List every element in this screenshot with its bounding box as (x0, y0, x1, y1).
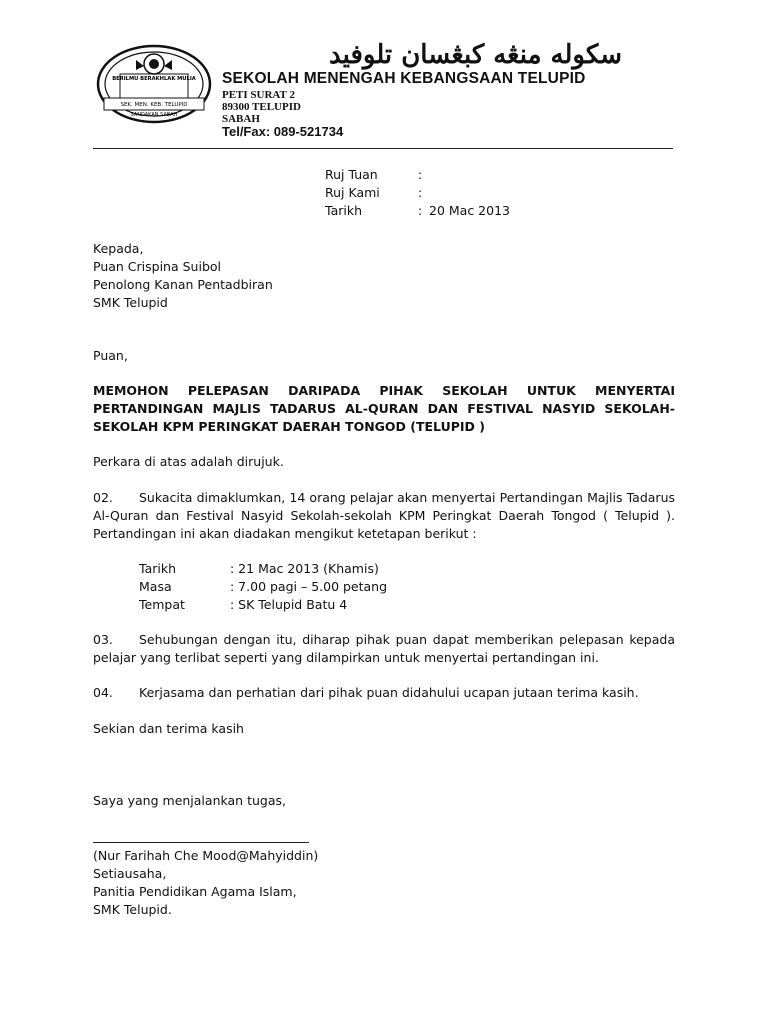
reference-colon: : (418, 203, 423, 218)
detail-value: : 21 Mac 2013 (Khamis) (230, 561, 379, 576)
paragraph-text: Sehubungan dengan itu, diharap pihak puan dapat memberikan pelepasan kepada pelajar yang terlibat seperti yang dilampirkan untuk menyertai pertandingan ini. (93, 632, 675, 665)
recipient-org: SMK Telupid (93, 295, 168, 310)
closing-line: Sekian dan terima kasih (93, 721, 244, 736)
paragraph-number: 02. (93, 490, 113, 505)
reference-colon: : (418, 167, 423, 182)
salutation: Puan, (93, 348, 128, 363)
paragraph-03 (93, 631, 675, 667)
signatory-block (93, 847, 318, 919)
reference-label: Ruj Tuan (325, 167, 378, 182)
paragraph-02 (93, 489, 675, 543)
recipient-greeting: Kepada, (93, 241, 144, 256)
school-name: SEKOLAH MENENGAH KEBANGSAAN TELUPID (222, 70, 586, 87)
signature-line (93, 842, 309, 843)
paragraph-reference: Perkara di atas adalah dirujuk. (93, 454, 284, 469)
paragraph-number: 03. (93, 632, 113, 647)
crest-motto: BERILMU BERAKHLAK MULIA (112, 76, 196, 82)
paragraph-text: Sukacita dimaklumkan, 14 orang pelajar akan menyertai Pertandingan Majlis Tadarus Al-Quran dan Festival Nasyid Sekolah-sekolah KPM Peringkat Daerah Tongod ( Telupid ). Pertandingan ini akan diadakan mengikut ketetapan berikut : (93, 490, 675, 541)
detail-label: Tarikh (139, 561, 176, 576)
crest-ring-text: SEK. MEN. KEB. TELUPID (120, 102, 188, 108)
signatory-role: Setiausaha, (93, 866, 167, 881)
detail-label: Masa (139, 579, 172, 594)
address-line: 89300 TELUPID (222, 101, 301, 113)
recipient-block (93, 240, 273, 312)
crest-district: SANDAKAN SABAH (130, 112, 178, 118)
signatory-org: SMK Telupid. (93, 902, 172, 917)
detail-value: : SK Telupid Batu 4 (230, 597, 348, 612)
reference-colon: : (418, 185, 423, 200)
tel-fax: Tel/Fax: 089-521734 (222, 124, 344, 139)
address-line: SABAH (222, 113, 260, 125)
letter-date: 20 Mac 2013 (429, 203, 510, 218)
reference-label: Tarikh (325, 203, 362, 218)
reference-label: Ruj Kami (325, 185, 380, 200)
paragraph-04 (93, 684, 639, 702)
paragraph-number: 04. (93, 685, 113, 700)
detail-value: : 7.00 pagi – 5.00 petang (230, 579, 388, 594)
recipient-name: Puan Crispina Suibol (93, 259, 221, 274)
address-line: PETI SURAT 2 (222, 89, 295, 101)
detail-label: Tempat (139, 597, 185, 612)
letter-subject: MEMOHON PELEPASAN DARIPADA PIHAK SEKOLAH UNTUK MENYERTAI PERTANDINGAN MAJLIS TADARUS AL-QURAN DAN FESTIVAL NASYID SEKOLAH-SEKOLAH KPM PERINGKAT DAERAH TONGOD (TELUPID ) (93, 383, 675, 434)
school-crest-icon (96, 44, 212, 124)
signatory-name: (Nur Farihah Che Mood@Mahyiddin) (93, 848, 319, 863)
header-divider (93, 148, 673, 149)
sign-intro: Saya yang menjalankan tugas, (93, 793, 286, 808)
paragraph-text: Kerjasama dan perhatian dari pihak puan didahului ucapan jutaan terima kasih. (139, 685, 639, 700)
jawi-school-name: سكوله منڠه كبڠسان تلوفيد (328, 40, 622, 70)
signatory-unit: Panitia Pendidikan Agama Islam, (93, 884, 297, 899)
recipient-title: Penolong Kanan Pentadbiran (93, 277, 273, 292)
